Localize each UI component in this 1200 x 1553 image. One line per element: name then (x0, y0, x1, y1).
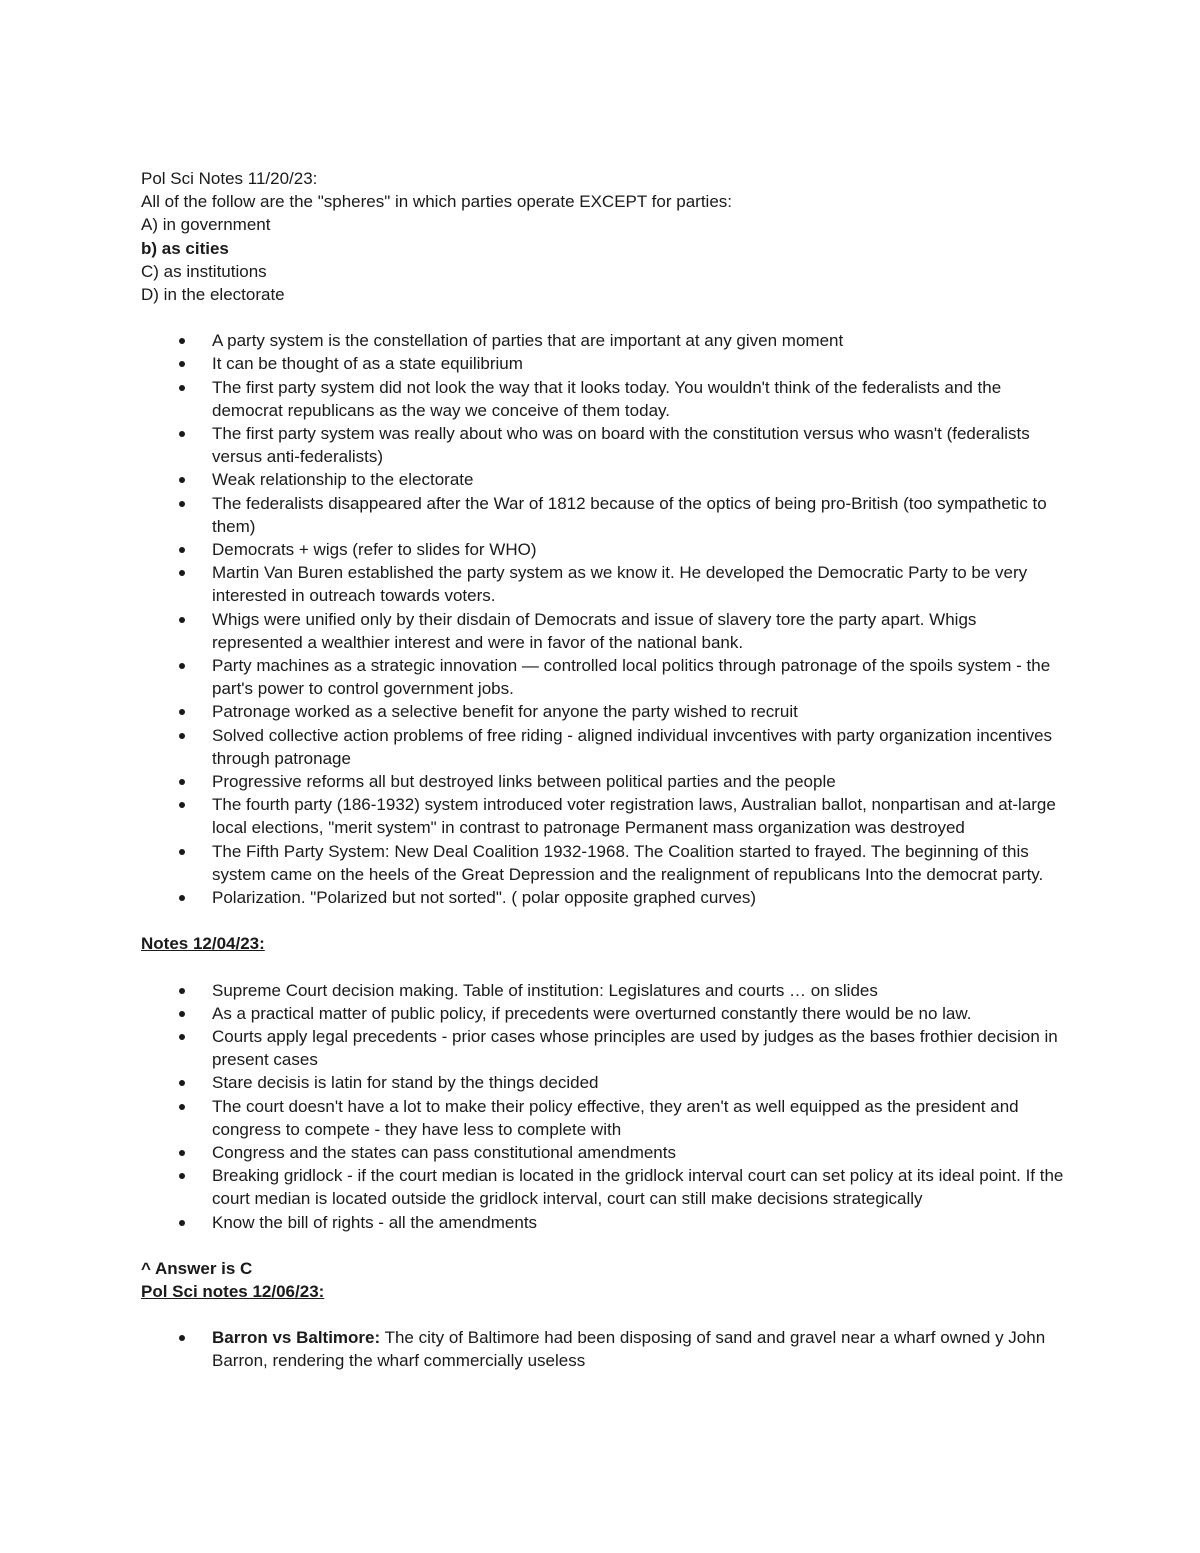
bullet-icon (179, 1220, 185, 1226)
bullet-icon (179, 802, 185, 808)
section3-bullet-list (141, 1326, 1066, 1372)
bullet-icon (179, 1034, 185, 1040)
bullet-icon (179, 1011, 185, 1017)
list-item: The Fifth Party System: New Deal Coalition 1932-1968. The Coalition started to frayed. The beginning of this system came on the heels of the Great Depression and the realignment of republicans Into the democrat party. (141, 840, 1066, 886)
bullet-icon (179, 338, 185, 344)
list-item: Courts apply legal precedents - prior cases whose principles are used by judges as the bases frothier decision in present cases (141, 1025, 1066, 1071)
bullet-icon (179, 1080, 185, 1086)
list-item: Solved collective action problems of free riding - aligned individual invcentives with party organization incentives through patronage (141, 724, 1066, 770)
list-item: Stare decisis is latin for stand by the things decided (141, 1071, 1066, 1094)
list-item: Progressive reforms all but destroyed links between political parties and the people (141, 770, 1066, 793)
section1-bullet-list (141, 329, 1066, 909)
list-item: Weak relationship to the electorate (141, 468, 1066, 491)
bullet-icon (179, 477, 185, 483)
bullet-icon (179, 895, 185, 901)
spacer (141, 956, 1066, 979)
section3-title: Pol Sci notes 12/06/23: (141, 1281, 325, 1301)
section2-title: Notes 12/04/23: (141, 934, 265, 954)
list-item: Congress and the states can pass constitutional amendments (141, 1141, 1066, 1164)
list-item: The federalists disappeared after the War of 1812 because of the optics of being pro-British (too sympathetic to them) (141, 492, 1066, 538)
bullet-icon (179, 361, 185, 367)
list-item: Breaking gridlock - if the court median is located in the gridlock interval court can set policy at its ideal point. If the court median is located outside the gridlock interval, court can still make decisions strategically (141, 1164, 1066, 1210)
bullet-icon (179, 547, 185, 553)
list-item: As a practical matter of public policy, if precedents were overturned constantly there would be no law. (141, 1002, 1066, 1025)
quiz-question: All of the follow are the "spheres" in which parties operate EXCEPT for parties: (141, 192, 732, 212)
list-item: The first party system was really about who was on board with the constitution versus who wasn't (federalists versus anti-federalists) (141, 422, 1066, 468)
list-item: Democrats + wigs (refer to slides for WHO) (141, 538, 1066, 561)
bullet-icon (179, 617, 185, 623)
list-item: The first party system did not look the way that it looks today. You wouldn't think of the federalists and the democrat republicans as the way we conceive of them today. (141, 376, 1066, 422)
bullet-icon (179, 849, 185, 855)
case-description: The city of Baltimore had been disposing of sand and gravel near a wharf owned y John Barron, rendering the wharf commercially useless (212, 1328, 1046, 1371)
bullet-icon (179, 1335, 185, 1341)
bullet-icon (179, 501, 185, 507)
section2-bullet-list (141, 979, 1066, 1234)
bullet-icon (179, 385, 185, 391)
bullet-icon (179, 1104, 185, 1110)
list-item: Polarization. "Polarized but not sorted". ( polar opposite graphed curves) (141, 886, 1066, 909)
spacer (141, 1303, 1066, 1326)
spacer (141, 909, 1066, 932)
list-item: Martin Van Buren established the party system as we know it. He developed the Democratic Party to be very interested in outreach towards voters. (141, 561, 1066, 607)
case-term: Barron vs Baltimore: (212, 1328, 381, 1348)
spacer (141, 306, 1066, 329)
list-item: Know the bill of rights - all the amendments (141, 1211, 1066, 1234)
bullet-icon (179, 779, 185, 785)
bullet-icon (179, 1150, 185, 1156)
list-item: Party machines as a strategic innovation — controlled local politics through patronage of the spoils system - the part's power to control government jobs. (141, 654, 1066, 700)
option-d: D) in the electorate (141, 285, 285, 305)
list-item: Supreme Court decision making. Table of institution: Legislatures and courts … on slides (141, 979, 1066, 1002)
bullet-icon (179, 988, 185, 994)
list-item: Whigs were unified only by their disdain of Democrats and issue of slavery tore the party apart. Whigs represented a wealthier interest and were in favor of the national bank. (141, 608, 1066, 654)
bullet-icon (179, 570, 185, 576)
bullet-icon (179, 663, 185, 669)
option-a: A) in government (141, 215, 271, 235)
option-c: C) as institutions (141, 261, 267, 281)
bullet-icon (179, 733, 185, 739)
section1-title: Pol Sci Notes 11/20/23: (141, 169, 318, 188)
list-item: Patronage worked as a selective benefit for anyone the party wished to recruit (141, 700, 1066, 723)
bullet-icon (179, 431, 185, 437)
list-item: The court doesn't have a lot to make their policy effective, they aren't as well equipped as the president and congress to compete - they have less to complete with (141, 1095, 1066, 1141)
list-item: It can be thought of as a state equilibrium (141, 352, 1066, 375)
document-page (141, 167, 1066, 1373)
option-b: b) as cities (141, 238, 229, 258)
list-item: The fourth party (186-1932) system introduced voter registration laws, Australian ballot, nonpartisan and at-large local elections, "merit system" in contrast to patronage Permanent mass organization was destroyed (141, 793, 1066, 839)
bullet-icon (179, 709, 185, 715)
list-item: A party system is the constellation of parties that are important at any given moment (141, 329, 1066, 352)
spacer (141, 1234, 1066, 1257)
answer-note: ^ Answer is C (141, 1258, 253, 1278)
bullet-icon (179, 1173, 185, 1179)
list-item (141, 1326, 1066, 1372)
